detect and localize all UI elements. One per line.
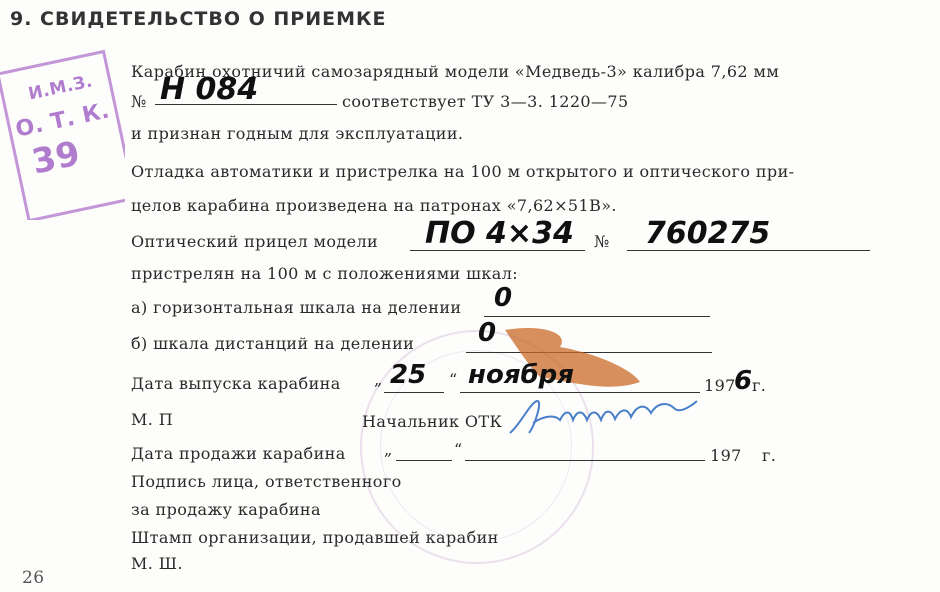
scope-model: ПО 4×34 xyxy=(425,216,574,251)
sale-quote-open: „ xyxy=(384,440,393,459)
line-number-label: № xyxy=(131,92,147,111)
release-quote-close: “ xyxy=(449,370,458,389)
release-year-g: г. xyxy=(752,376,767,395)
sale-month-underline xyxy=(465,460,705,461)
line-signature-person: Подпись лица, ответственного xyxy=(131,472,402,491)
scope-number: 760275 xyxy=(645,216,771,251)
stamp-line-3: 39 xyxy=(28,133,84,183)
sale-day-underline xyxy=(396,460,452,461)
otk-signature xyxy=(505,395,705,440)
line-scope-label: Оптический прицел модели xyxy=(131,232,379,251)
line-adjustment: Отладка автоматики и пристрелка на 100 м открытого и оптического при- xyxy=(131,162,795,181)
line-sale-date: Дата продажи карабина xyxy=(131,444,346,463)
release-month: ноября xyxy=(468,360,574,390)
release-day: 25 xyxy=(390,360,427,390)
stamp-line-2: О. Т. К. xyxy=(13,98,112,143)
day-underline xyxy=(384,392,444,393)
line-horizontal-scale: а) горизонтальная шкала на делении xyxy=(131,298,462,317)
month-underline xyxy=(460,392,700,393)
document-title: 9. СВИДЕТЕЛЬСТВО О ПРИЕМКЕ xyxy=(10,8,387,30)
release-quote-open: „ xyxy=(374,370,383,389)
line-model: Карабин охотничий самозарядный модели «Медведь-3» калибра 7,62 мм xyxy=(131,62,780,81)
mp-label: М. П xyxy=(131,410,174,429)
scope-number-label: № xyxy=(594,232,610,251)
line-org-stamp: Штамп организации, продавшей карабин xyxy=(131,528,499,547)
page-number: 26 xyxy=(22,568,45,588)
horizontal-value: 0 xyxy=(494,283,513,313)
line-conformity: соответствует ТУ 3—3. 1220—75 xyxy=(342,92,629,111)
distance-value: 0 xyxy=(478,318,497,348)
sale-quote-close: “ xyxy=(454,440,463,459)
stamp-line-1: И.М.З. xyxy=(26,71,95,105)
line-approved: и признан годным для эксплуатации. xyxy=(131,124,464,143)
sale-year-g: г. xyxy=(762,446,777,465)
line-cartridges: целов карабина произведена на патронах «7,62×51В». xyxy=(131,196,617,215)
sale-year: 197 xyxy=(710,446,742,465)
line-distance-scale: б) шкала дистанций на делении xyxy=(131,334,415,353)
horizontal-underline xyxy=(484,316,710,317)
line-for-sale: за продажу карабина xyxy=(131,500,321,519)
ms-label: М. Ш. xyxy=(131,554,183,573)
release-year-digit: 6 xyxy=(734,366,753,396)
line-release-date: Дата выпуска карабина xyxy=(131,374,341,393)
release-year-prefix: 197 xyxy=(704,376,736,395)
line-zeroed: пристрелян на 100 м с положениями шкал: xyxy=(131,264,519,283)
otk-head-label: Начальник ОТК xyxy=(362,412,503,431)
serial-number: Н 084 xyxy=(160,72,259,107)
